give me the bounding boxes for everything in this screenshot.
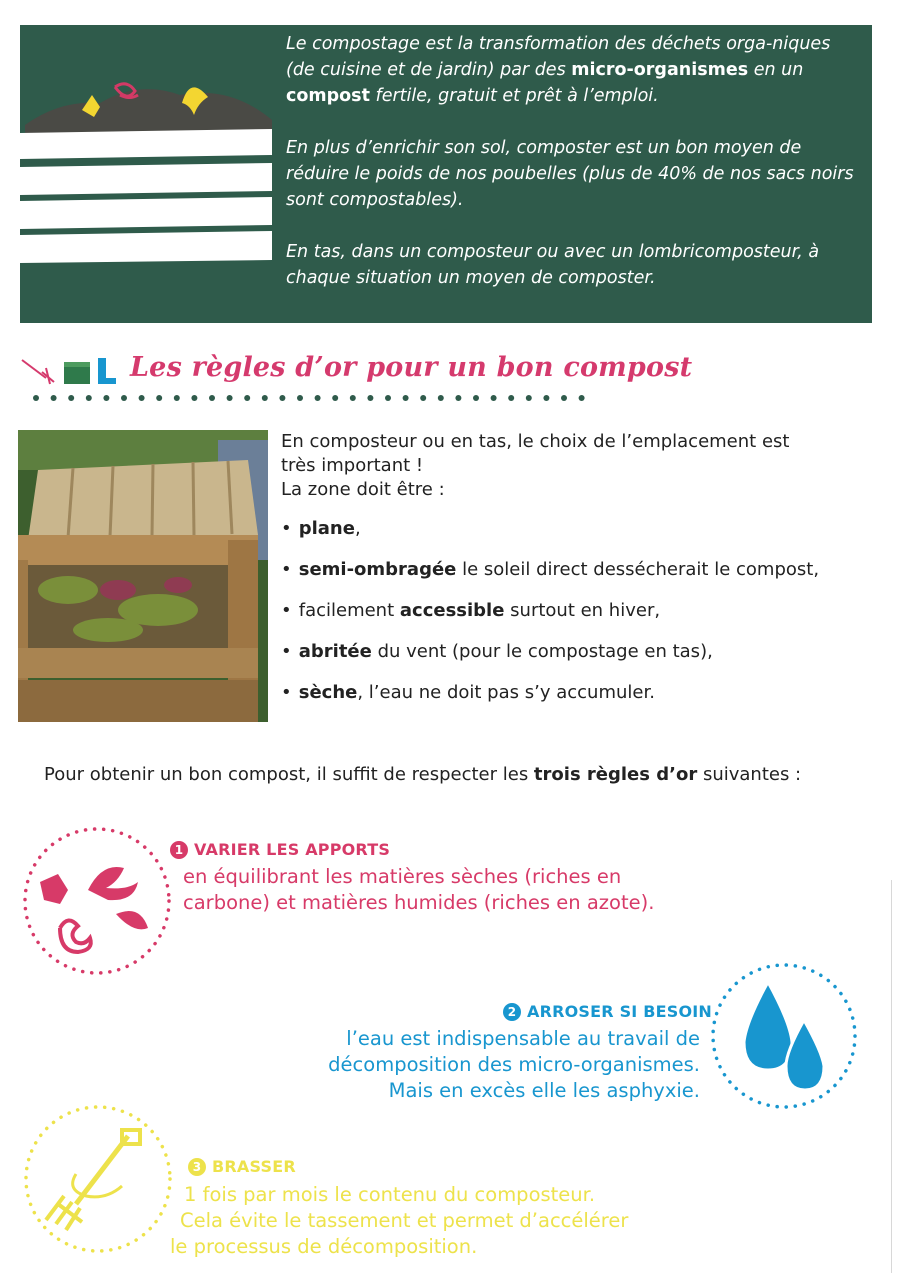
dot: [209, 395, 215, 401]
dot: [33, 395, 39, 401]
rule-1-title: 1 VARIER LES APPORTS: [170, 840, 390, 859]
rule-2-description: l’eau est indispensable au travail de décomposition des micro-organismes. Mais en excès elle les asphyxie.: [328, 1027, 700, 1102]
intro-paragraph-2: En plus d’enrichir son sol, composter est un bon moyen de réduire le poids de nos poubelles (plus de 40% de nos sacs noirs sont compostables).: [286, 138, 854, 210]
intro-box: [20, 25, 872, 323]
list-item: • facilement accessible surtout en hiver,: [281, 600, 661, 621]
location-line-3: La zone doit être :: [281, 479, 445, 500]
dot: [68, 395, 74, 401]
list-item: • sèche, l’eau ne doit pas s’y accumuler.: [281, 682, 655, 703]
dot: [367, 395, 373, 401]
rule-3-title: 3 BRASSER: [188, 1157, 296, 1176]
dot: [350, 395, 356, 401]
rule-number-badge: 3: [188, 1158, 206, 1176]
dot: [473, 395, 479, 401]
intro-paragraph-3: En tas, dans un composteur ou avec un lombricomposteur, à chaque situation un moyen de composter.: [286, 242, 820, 288]
dot: [156, 395, 162, 401]
section-title: Les règles d’or pour un bon compost: [130, 352, 693, 383]
dot: [262, 395, 268, 401]
dotted-underline: [32, 390, 592, 406]
dot: [86, 395, 92, 401]
dot: [579, 395, 585, 401]
location-line-2: très important !: [281, 455, 424, 476]
dot: [244, 395, 250, 401]
dot: [315, 395, 321, 401]
boot-icon: [98, 358, 116, 384]
dot: [139, 395, 145, 401]
compost-bin-illustration-icon: [20, 65, 285, 265]
list-item: • abritée du vent (pour le compostage en tas),: [281, 641, 713, 662]
rule-1-description: en équilibrant les matières sèches (riches en carbone) et matières humides (riches en azote).: [183, 865, 655, 914]
location-line-1: En composteur ou en tas, le choix de l’emplacement est: [281, 431, 790, 452]
dot: [491, 395, 497, 401]
location-bullet-list: [281, 516, 881, 706]
rule-number-badge: 2: [503, 1003, 521, 1021]
dot: [51, 395, 57, 401]
pitchfork-icon: [18, 1100, 178, 1258]
location-text: [281, 430, 881, 721]
rules-intro: Pour obtenir un bon compost, il suffit de respecter les trois règles d’or suivantes :: [44, 764, 802, 785]
rule-3-description: 1 fois par mois le contenu du composteur. Cela évite le tassement et permet d’accélérer le processus de décomposition.: [170, 1183, 629, 1258]
dot: [174, 395, 180, 401]
rule-2-title: 2 ARROSER SI BESOIN: [503, 1002, 712, 1021]
dot: [297, 395, 303, 401]
page-edge-line: [891, 880, 892, 1273]
rake-icon: [22, 360, 54, 384]
water-drops-icon: [706, 958, 862, 1114]
rule-number-badge: 1: [170, 841, 188, 859]
dot: [420, 395, 426, 401]
dot: [543, 395, 549, 401]
dot: [526, 395, 532, 401]
dot: [121, 395, 127, 401]
dot: [561, 395, 567, 401]
dot: [191, 395, 197, 401]
dot: [332, 395, 338, 401]
dot: [103, 395, 109, 401]
section-icons: [20, 352, 120, 386]
intro-paragraph-1: Le compostage est la transformation des déchets orga-niques (de cuisine et de jardin) par des micro-organismes en un compost fertile, gratuit et prêt à l’emploi.: [286, 34, 831, 106]
food-scraps-icon: [18, 822, 176, 980]
dot: [438, 395, 444, 401]
dot: [455, 395, 461, 401]
list-item: • semi-ombragée le soleil direct dessécherait le compost,: [281, 559, 820, 580]
dot: [279, 395, 285, 401]
dot: [508, 395, 514, 401]
dot: [227, 395, 233, 401]
dot: [385, 395, 391, 401]
intro-text: [286, 31, 861, 317]
compost-bin-icon: [64, 362, 90, 384]
dot: [403, 395, 409, 401]
compost-bin-photo: [18, 430, 268, 722]
list-item: • plane,: [281, 518, 361, 539]
